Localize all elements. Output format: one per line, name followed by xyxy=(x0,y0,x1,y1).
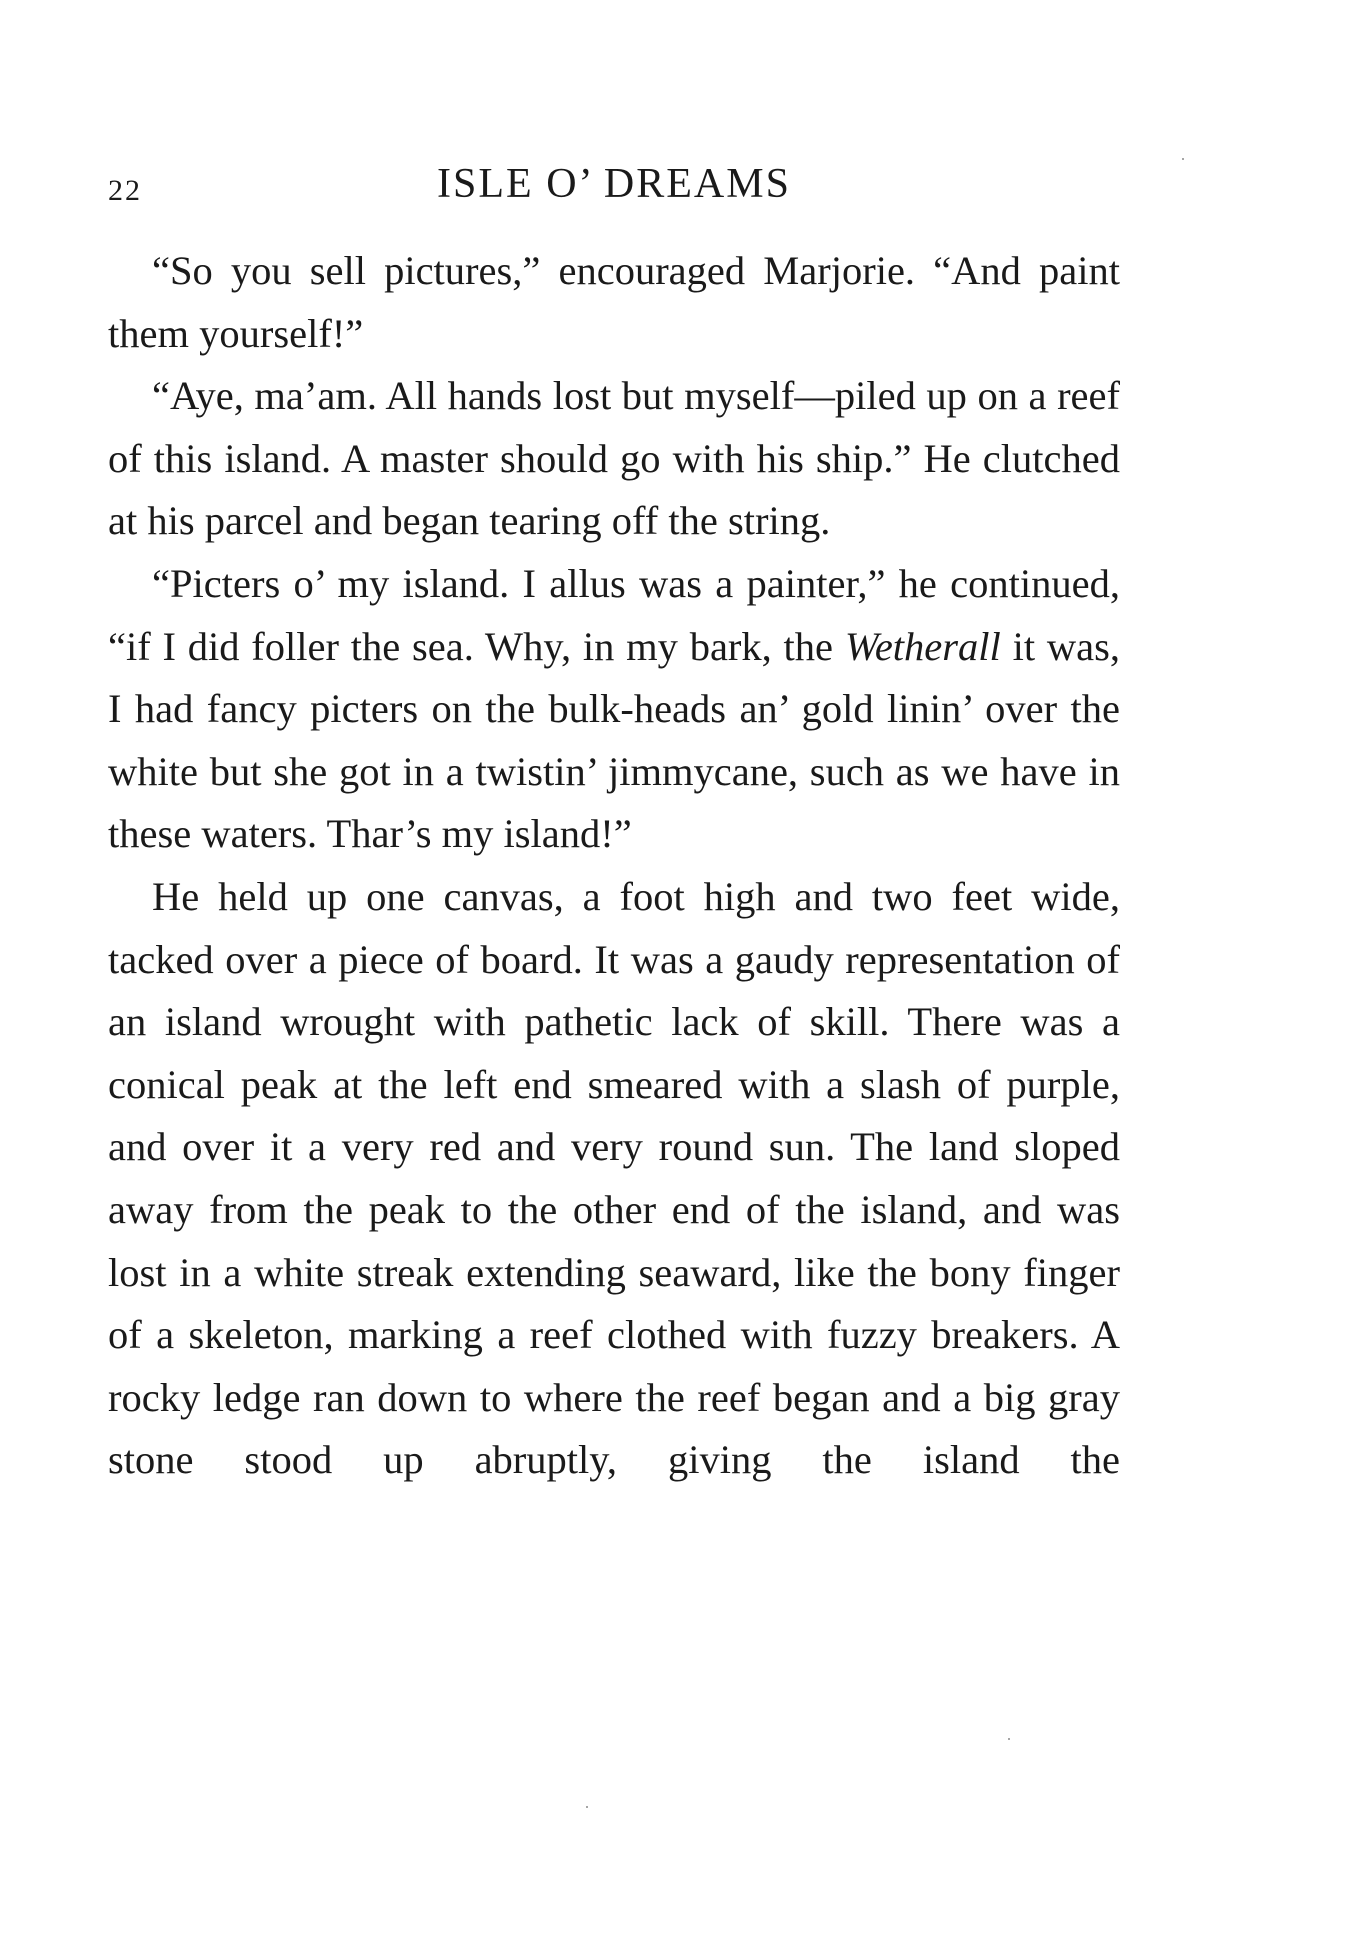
paragraph-3-text-start: “Picters o’ my island. I allus was a painter,” he continued, “if I did foller the sea. Why, in my bark, the xyxy=(108,560,1120,669)
paragraph-3 xyxy=(108,553,1120,866)
ship-name-italic: Wetherall xyxy=(844,623,1001,669)
scan-speck xyxy=(1008,1738,1010,1740)
running-head xyxy=(108,160,1120,216)
paragraph-1: “So you sell pictures,” encouraged Marjorie. “And paint them yourself!” xyxy=(108,248,1120,356)
running-title: ISLE O’ DREAMS xyxy=(437,161,791,207)
paragraph-3-text-end: it was, I had fancy picters on the bulk-heads an’ gold linin’ over the white but she got in a twistin’ jimmycane, such as we have in these waters. Thar’s my island!” xyxy=(108,623,1120,857)
page-number: 22 xyxy=(108,174,142,207)
body-text xyxy=(108,240,1120,1492)
paragraph-2: “Aye, ma’am. All hands lost but myself—piled up on a reef of this island. A master should go with his ship.” He clutched at his parcel and began tearing off the string. xyxy=(108,373,1120,544)
scan-speck xyxy=(1182,158,1184,160)
paragraph-4: He held up one canvas, a foot high and two feet wide, tacked over a piece of board. It was a gaudy representation of an island wrought with pathetic lack of skill. There was a conical peak at the left end smeared with a slash of purple, and over it a very red and very round sun. The land sloped away from the peak to the other end of the island, and was lost in a white streak extending seaward, like the bony finger of a skeleton, marking a reef clothed with fuzzy breakers. A rocky ledge ran down to where the reef began and a big gray stone stood up abruptly, giving the island the xyxy=(108,873,1120,1483)
scan-speck xyxy=(586,1806,588,1808)
